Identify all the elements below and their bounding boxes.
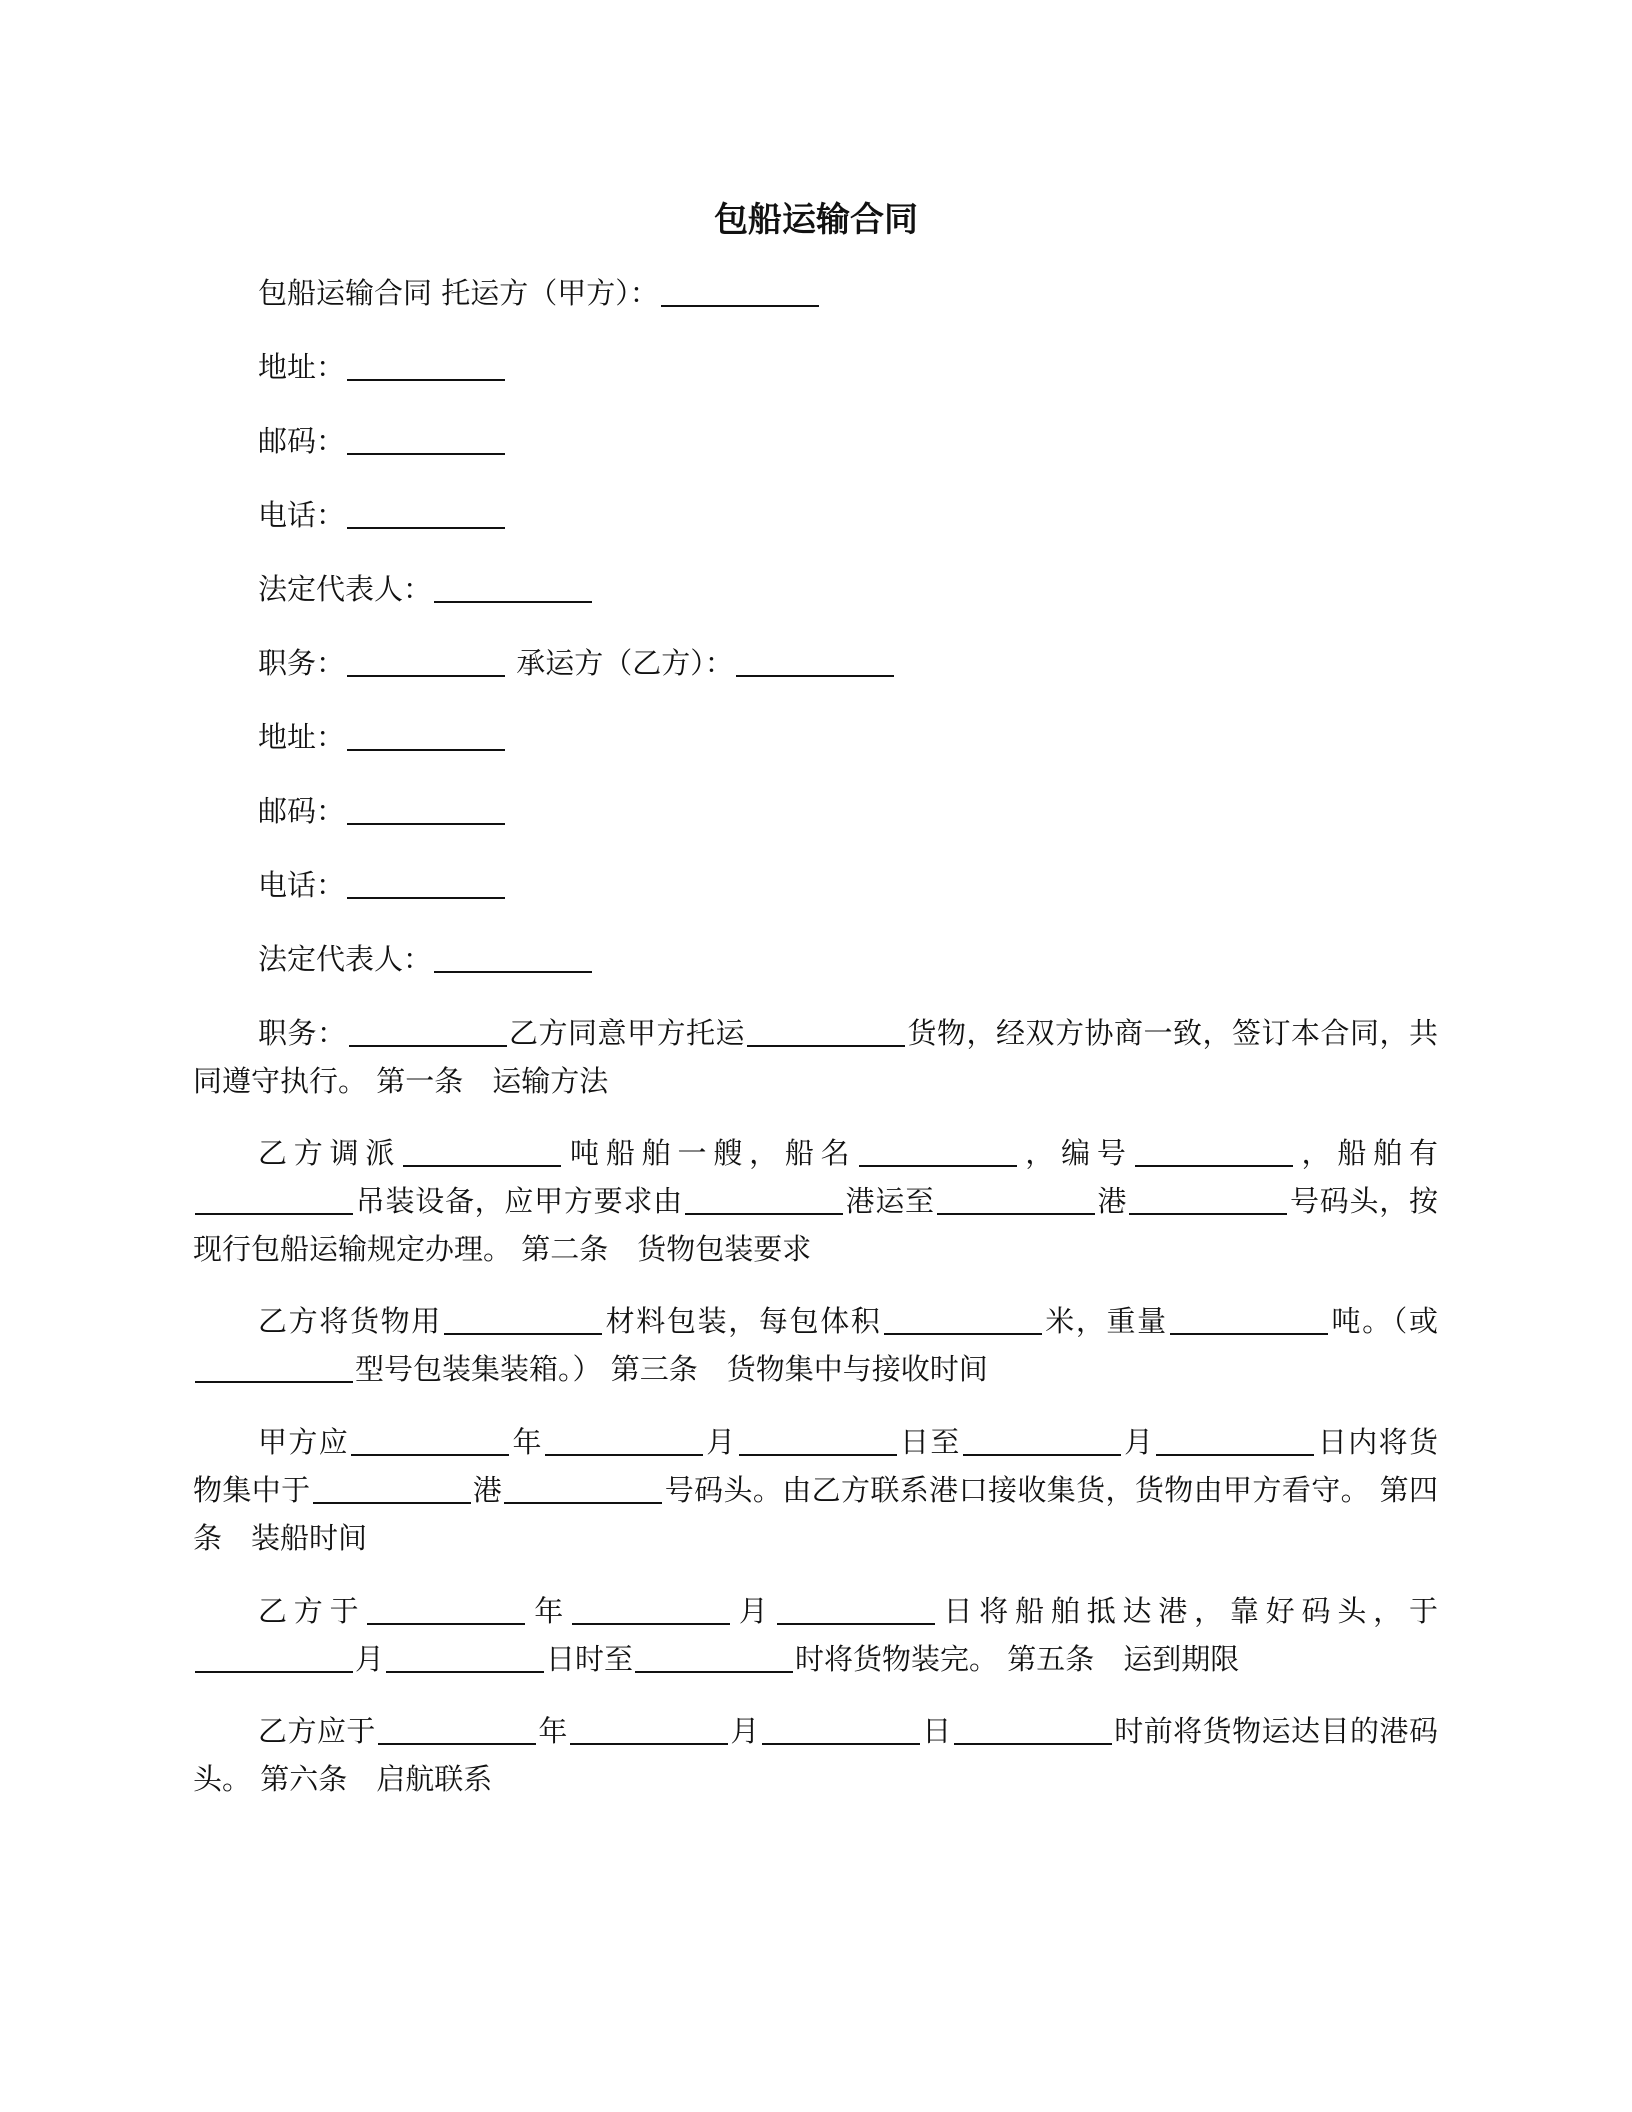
shipper-address-blank[interactable] xyxy=(347,349,505,381)
carrier-phone-blank[interactable] xyxy=(347,867,505,899)
goods-name-blank[interactable] xyxy=(747,1015,905,1047)
carrier-label: 承运方（乙方）： xyxy=(516,646,734,680)
delivery-day-blank[interactable] xyxy=(762,1713,920,1745)
loading-day-blank[interactable] xyxy=(386,1641,544,1673)
package-volume-blank[interactable] xyxy=(884,1303,1042,1335)
art4-text-2: 年 xyxy=(527,1594,571,1628)
delivery-year-blank[interactable] xyxy=(378,1713,536,1745)
shipper-label: 包船运输合同 托运方（甲方）： xyxy=(258,276,659,310)
article-4-paragraph xyxy=(193,1587,1438,1683)
art1-text-4: ，船舶有 xyxy=(1294,1136,1438,1170)
art4-text-1: 乙方于 xyxy=(258,1594,366,1628)
art1-text-5: 吊装设备，应甲方要求由 xyxy=(355,1184,683,1218)
art4-text-6: 日时至 xyxy=(546,1642,634,1676)
collect-dock-blank[interactable] xyxy=(504,1472,662,1504)
carrier-legal-rep-line xyxy=(258,935,594,983)
art2-text-5: 型号包装集装箱。） 第三条 货物集中与接收时间 xyxy=(355,1352,988,1386)
art1-text-8: 号码头，按现行包船运输规定办理。 第二条 货物包装要求 xyxy=(193,1184,1438,1266)
art3-text-3: 月 xyxy=(704,1425,737,1459)
dock-number-blank[interactable] xyxy=(1129,1183,1287,1215)
art2-text-1: 乙方将货物用 xyxy=(258,1304,442,1338)
carrier-position-blank[interactable] xyxy=(349,1015,507,1047)
package-weight-blank[interactable] xyxy=(1170,1303,1328,1335)
art4-text-7: 时将货物装完。 第五条 运到期限 xyxy=(795,1642,1240,1676)
arrival-month-blank[interactable] xyxy=(572,1593,730,1625)
arrival-day-blank[interactable] xyxy=(777,1593,935,1625)
shipper-legal-rep-blank[interactable] xyxy=(434,571,592,603)
collect-end-month-blank[interactable] xyxy=(963,1424,1121,1456)
art4-text-5: 月 xyxy=(355,1642,385,1676)
shipper-postcode-line xyxy=(258,417,507,465)
shipper-blank[interactable] xyxy=(661,275,819,307)
packing-material-blank[interactable] xyxy=(444,1303,602,1335)
art2-text-4: 吨。（或 xyxy=(1329,1304,1438,1338)
carrier-postcode-blank[interactable] xyxy=(347,793,505,825)
carrier-postcode-line xyxy=(258,787,507,835)
carrier-postcode-label: 邮码： xyxy=(258,794,346,828)
intro-text-3: 货物，经双方协商一致，签订本合同，共同遵守执行。 第一条 运输方法 xyxy=(193,1016,1438,1098)
art3-text-6: 日内将货物集中于 xyxy=(193,1425,1438,1507)
shipper-phone-line xyxy=(258,491,507,539)
art1-text-3: ，编号 xyxy=(1018,1136,1133,1170)
shipper-postcode-label: 邮码： xyxy=(258,424,346,458)
carrier-phone-line xyxy=(258,861,507,909)
lifting-equipment-blank[interactable] xyxy=(195,1183,353,1215)
shipper-position-line xyxy=(258,639,896,687)
shipper-phone-blank[interactable] xyxy=(347,497,505,529)
shipper-address-label: 地址： xyxy=(258,350,346,384)
intro-text-1: 职务： xyxy=(258,1016,347,1050)
carrier-legal-rep-label: 法定代表人： xyxy=(258,942,433,976)
collect-month-blank[interactable] xyxy=(545,1424,703,1456)
ship-name-blank[interactable] xyxy=(859,1135,1017,1167)
delivery-month-blank[interactable] xyxy=(570,1713,728,1745)
carrier-address-line xyxy=(258,713,507,761)
shipper-position-label: 职务： xyxy=(258,646,346,680)
loading-hour-blank[interactable] xyxy=(635,1641,793,1673)
carrier-legal-rep-blank[interactable] xyxy=(434,941,592,973)
ship-number-blank[interactable] xyxy=(1135,1135,1293,1167)
art3-text-1: 甲方应 xyxy=(258,1425,350,1459)
article-3-paragraph xyxy=(193,1418,1438,1562)
carrier-address-label: 地址： xyxy=(258,720,346,754)
art3-text-7: 港 xyxy=(472,1473,503,1507)
arrival-year-blank[interactable] xyxy=(367,1593,525,1625)
art5-text-2: 年 xyxy=(537,1714,568,1748)
article-1-paragraph xyxy=(193,1129,1438,1273)
art3-text-8: 号码头。由乙方联系港口接收集货，货物由甲方看守。 第四条 装船时间 xyxy=(193,1473,1438,1555)
document-title: 包船运输合同 xyxy=(714,200,918,240)
origin-port-blank[interactable] xyxy=(685,1183,843,1215)
art4-text-3: 月 xyxy=(732,1594,775,1628)
shipper-legal-rep-label: 法定代表人： xyxy=(258,572,433,606)
carrier-blank[interactable] xyxy=(736,645,894,677)
art5-text-3: 月 xyxy=(729,1714,760,1748)
art1-text-1: 乙方调派 xyxy=(258,1136,402,1170)
art5-text-5: 时前将货物运达目的港码头。 第六条 启航联系 xyxy=(193,1714,1438,1796)
shipper-address-line xyxy=(258,343,507,391)
destination-port-blank[interactable] xyxy=(937,1183,1095,1215)
article-5-paragraph xyxy=(193,1707,1438,1803)
tonnage-blank[interactable] xyxy=(403,1135,561,1167)
art3-text-2: 年 xyxy=(511,1425,543,1459)
art3-text-4: 日至 xyxy=(898,1425,961,1459)
art5-text-4: 日 xyxy=(921,1714,952,1748)
shipper-postcode-blank[interactable] xyxy=(347,423,505,455)
art1-text-7: 港 xyxy=(1096,1184,1128,1218)
intro-text-2: 乙方同意甲方托运 xyxy=(508,1016,745,1050)
collect-end-day-blank[interactable] xyxy=(1156,1424,1314,1456)
intro-paragraph xyxy=(193,1009,1438,1105)
container-model-blank[interactable] xyxy=(195,1351,353,1383)
art5-text-1: 乙方应于 xyxy=(258,1714,376,1748)
shipper-legal-rep-line xyxy=(258,565,594,613)
art4-text-4: 日将船舶抵达港，靠好码头，于 xyxy=(936,1594,1438,1628)
delivery-hour-blank[interactable] xyxy=(954,1713,1112,1745)
shipper-position-blank[interactable] xyxy=(347,645,505,677)
art2-text-3: 米，重量 xyxy=(1043,1304,1168,1338)
article-2-paragraph xyxy=(193,1297,1438,1393)
art3-text-5: 月 xyxy=(1122,1425,1155,1459)
collect-year-blank[interactable] xyxy=(351,1424,509,1456)
carrier-address-blank[interactable] xyxy=(347,719,505,751)
collect-day-blank[interactable] xyxy=(739,1424,897,1456)
shipper-line xyxy=(258,269,821,317)
art2-text-2: 材料包装，每包体积 xyxy=(603,1304,882,1338)
collect-port-blank[interactable] xyxy=(313,1472,471,1504)
shipper-phone-label: 电话： xyxy=(258,498,346,532)
loading-year-blank[interactable] xyxy=(195,1641,353,1673)
art1-text-6: 港运至 xyxy=(844,1184,935,1218)
art1-text-2: 吨船舶一艘，船名 xyxy=(563,1136,857,1170)
carrier-phone-label: 电话： xyxy=(258,868,346,902)
